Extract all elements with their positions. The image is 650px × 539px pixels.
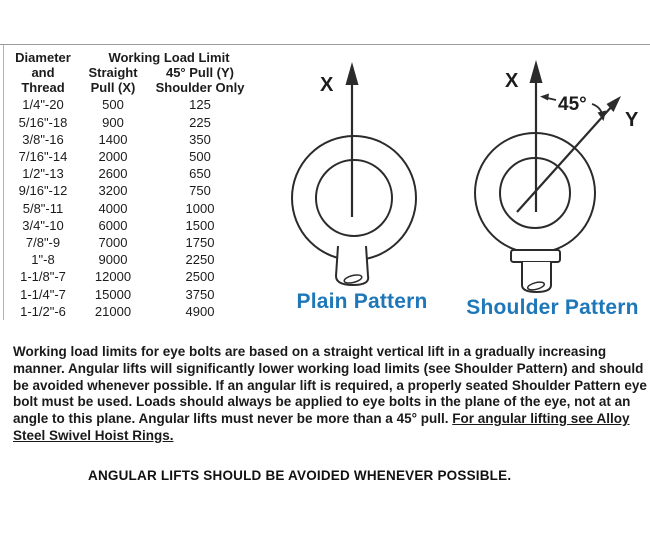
plain-pattern-diagram <box>272 48 452 292</box>
table-row <box>4 303 255 320</box>
working-load-limit-table <box>3 45 255 320</box>
table-row <box>4 251 255 268</box>
cell-diameter-thread: 7/16"-14 <box>18 149 68 164</box>
col-straight-pull-header <box>82 66 144 96</box>
cell-45-pull: 750 <box>189 183 211 199</box>
cell-diameter-thread: 3/4"-10 <box>22 217 64 233</box>
table-row <box>4 131 255 148</box>
cell-45-pull: 350 <box>189 131 211 147</box>
cell-straight-pull: 900 <box>102 114 124 130</box>
cell-45-pull: 650 <box>189 166 211 182</box>
x-axis-label: X <box>505 70 519 92</box>
cell-45-pull: 3750 <box>185 286 215 302</box>
x-axis-arrowhead-icon <box>346 62 359 85</box>
cell-45-pull: 125 <box>189 97 211 113</box>
table-row <box>4 96 255 113</box>
cell-diameter-thread: 1-1/2"-6 <box>20 303 66 319</box>
plain-pattern-label: Plain Pattern <box>296 290 428 313</box>
col-diameter-thread-header <box>4 51 82 95</box>
cell-45-pull: 225 <box>189 114 211 130</box>
x-axis-arrowhead-icon <box>530 60 543 83</box>
cell-straight-pull: 12000 <box>94 269 132 285</box>
cell-straight-pull: 3200 <box>98 183 128 199</box>
warning-text: ANGULAR LIFTS SHOULD BE AVOIDED WHENEVER POSSIBLE. <box>88 468 512 483</box>
cell-straight-pull: 2600 <box>98 166 128 182</box>
group-header-label: Working Load Limit <box>108 50 230 65</box>
cell-45-pull: 4900 <box>185 303 215 319</box>
table-row <box>4 286 255 303</box>
table-row <box>4 182 255 199</box>
cell-diameter-thread: 1/4"-20 <box>22 97 64 113</box>
cell-45-pull: 2250 <box>185 252 215 268</box>
table-row <box>4 148 255 165</box>
cell-45-pull: 1500 <box>185 217 215 233</box>
table-row <box>4 165 255 182</box>
header-line: 45° Pull (Y) <box>165 64 235 80</box>
eye-ring-inner <box>316 160 392 236</box>
table-row <box>4 217 255 234</box>
header-line: Diameter <box>15 50 71 65</box>
header-line: Straight <box>88 64 138 80</box>
cell-diameter-thread: 5/16"-18 <box>18 114 68 130</box>
cell-diameter-thread: 1"-8 <box>31 252 55 268</box>
cell-straight-pull: 500 <box>102 97 124 113</box>
cell-diameter-thread: 3/8"-16 <box>22 131 64 147</box>
cell-45-pull: 500 <box>189 149 211 164</box>
table-row <box>4 234 255 251</box>
cell-45-pull: 1750 <box>185 235 215 251</box>
header-line: and <box>31 64 55 80</box>
table-header <box>4 51 255 95</box>
cell-diameter-thread: 1/2"-13 <box>22 166 64 182</box>
angle-label: 45° <box>558 94 587 115</box>
shoulder-flange <box>511 250 560 262</box>
header-line: Shoulder Only <box>155 79 245 95</box>
cell-diameter-thread: 1-1/8"-7 <box>20 269 66 285</box>
cell-diameter-thread: 1-1/4"-7 <box>20 286 66 302</box>
cell-straight-pull: 6000 <box>98 217 128 233</box>
table-row <box>4 114 255 131</box>
cell-straight-pull: 1400 <box>98 131 128 147</box>
working-load-limit-group-header <box>82 51 256 95</box>
cell-45-pull: 2500 <box>185 269 215 285</box>
cell-diameter-thread: 5/8"-11 <box>22 200 64 216</box>
shoulder-pattern-diagram <box>455 48 650 298</box>
x-axis-label: X <box>320 74 334 96</box>
cell-straight-pull: 9000 <box>98 252 128 268</box>
alloy-steel-swivel-hoist-rings-link[interactable]: For angular lifting see Alloy Steel Swivel Hoist Rings. <box>13 411 630 443</box>
notes-paragraph <box>13 344 647 445</box>
cell-straight-pull: 7000 <box>98 235 128 251</box>
table-body <box>4 96 255 320</box>
cell-straight-pull: 21000 <box>94 303 132 319</box>
header-line: Thread <box>21 79 65 95</box>
angle-callout-left-arrowhead-icon <box>540 94 549 101</box>
table-row <box>4 268 255 285</box>
cell-straight-pull: 15000 <box>94 286 132 302</box>
notes-text: Working load limits for eye bolts are based on a straight vertical lift in a gradually increasing manner. Angular lifts will significantly lower working load limits (see Shoulder Pattern) and should be avoided whenever possible. If an angular lift is required, a properly seated Shoulder Pattern eye bolt must be used. Loads should always be applied to eye bolts in the plane of the eye, not at an angle to this plane. Angular lifts must never be more than a 45° pull. <box>13 344 647 427</box>
cell-diameter-thread: 7/8"-9 <box>25 235 61 251</box>
table-row <box>4 200 255 217</box>
cell-diameter-thread: 9/16"-12 <box>18 183 68 199</box>
cell-straight-pull: 4000 <box>98 200 128 216</box>
y-axis-label: Y <box>625 109 639 131</box>
cell-45-pull: 1000 <box>185 200 215 216</box>
shoulder-pattern-label: Shoulder Pattern <box>466 296 639 319</box>
cell-straight-pull: 2000 <box>98 149 128 164</box>
col-45-pull-header <box>144 66 256 96</box>
header-line: Pull (X) <box>90 79 136 95</box>
